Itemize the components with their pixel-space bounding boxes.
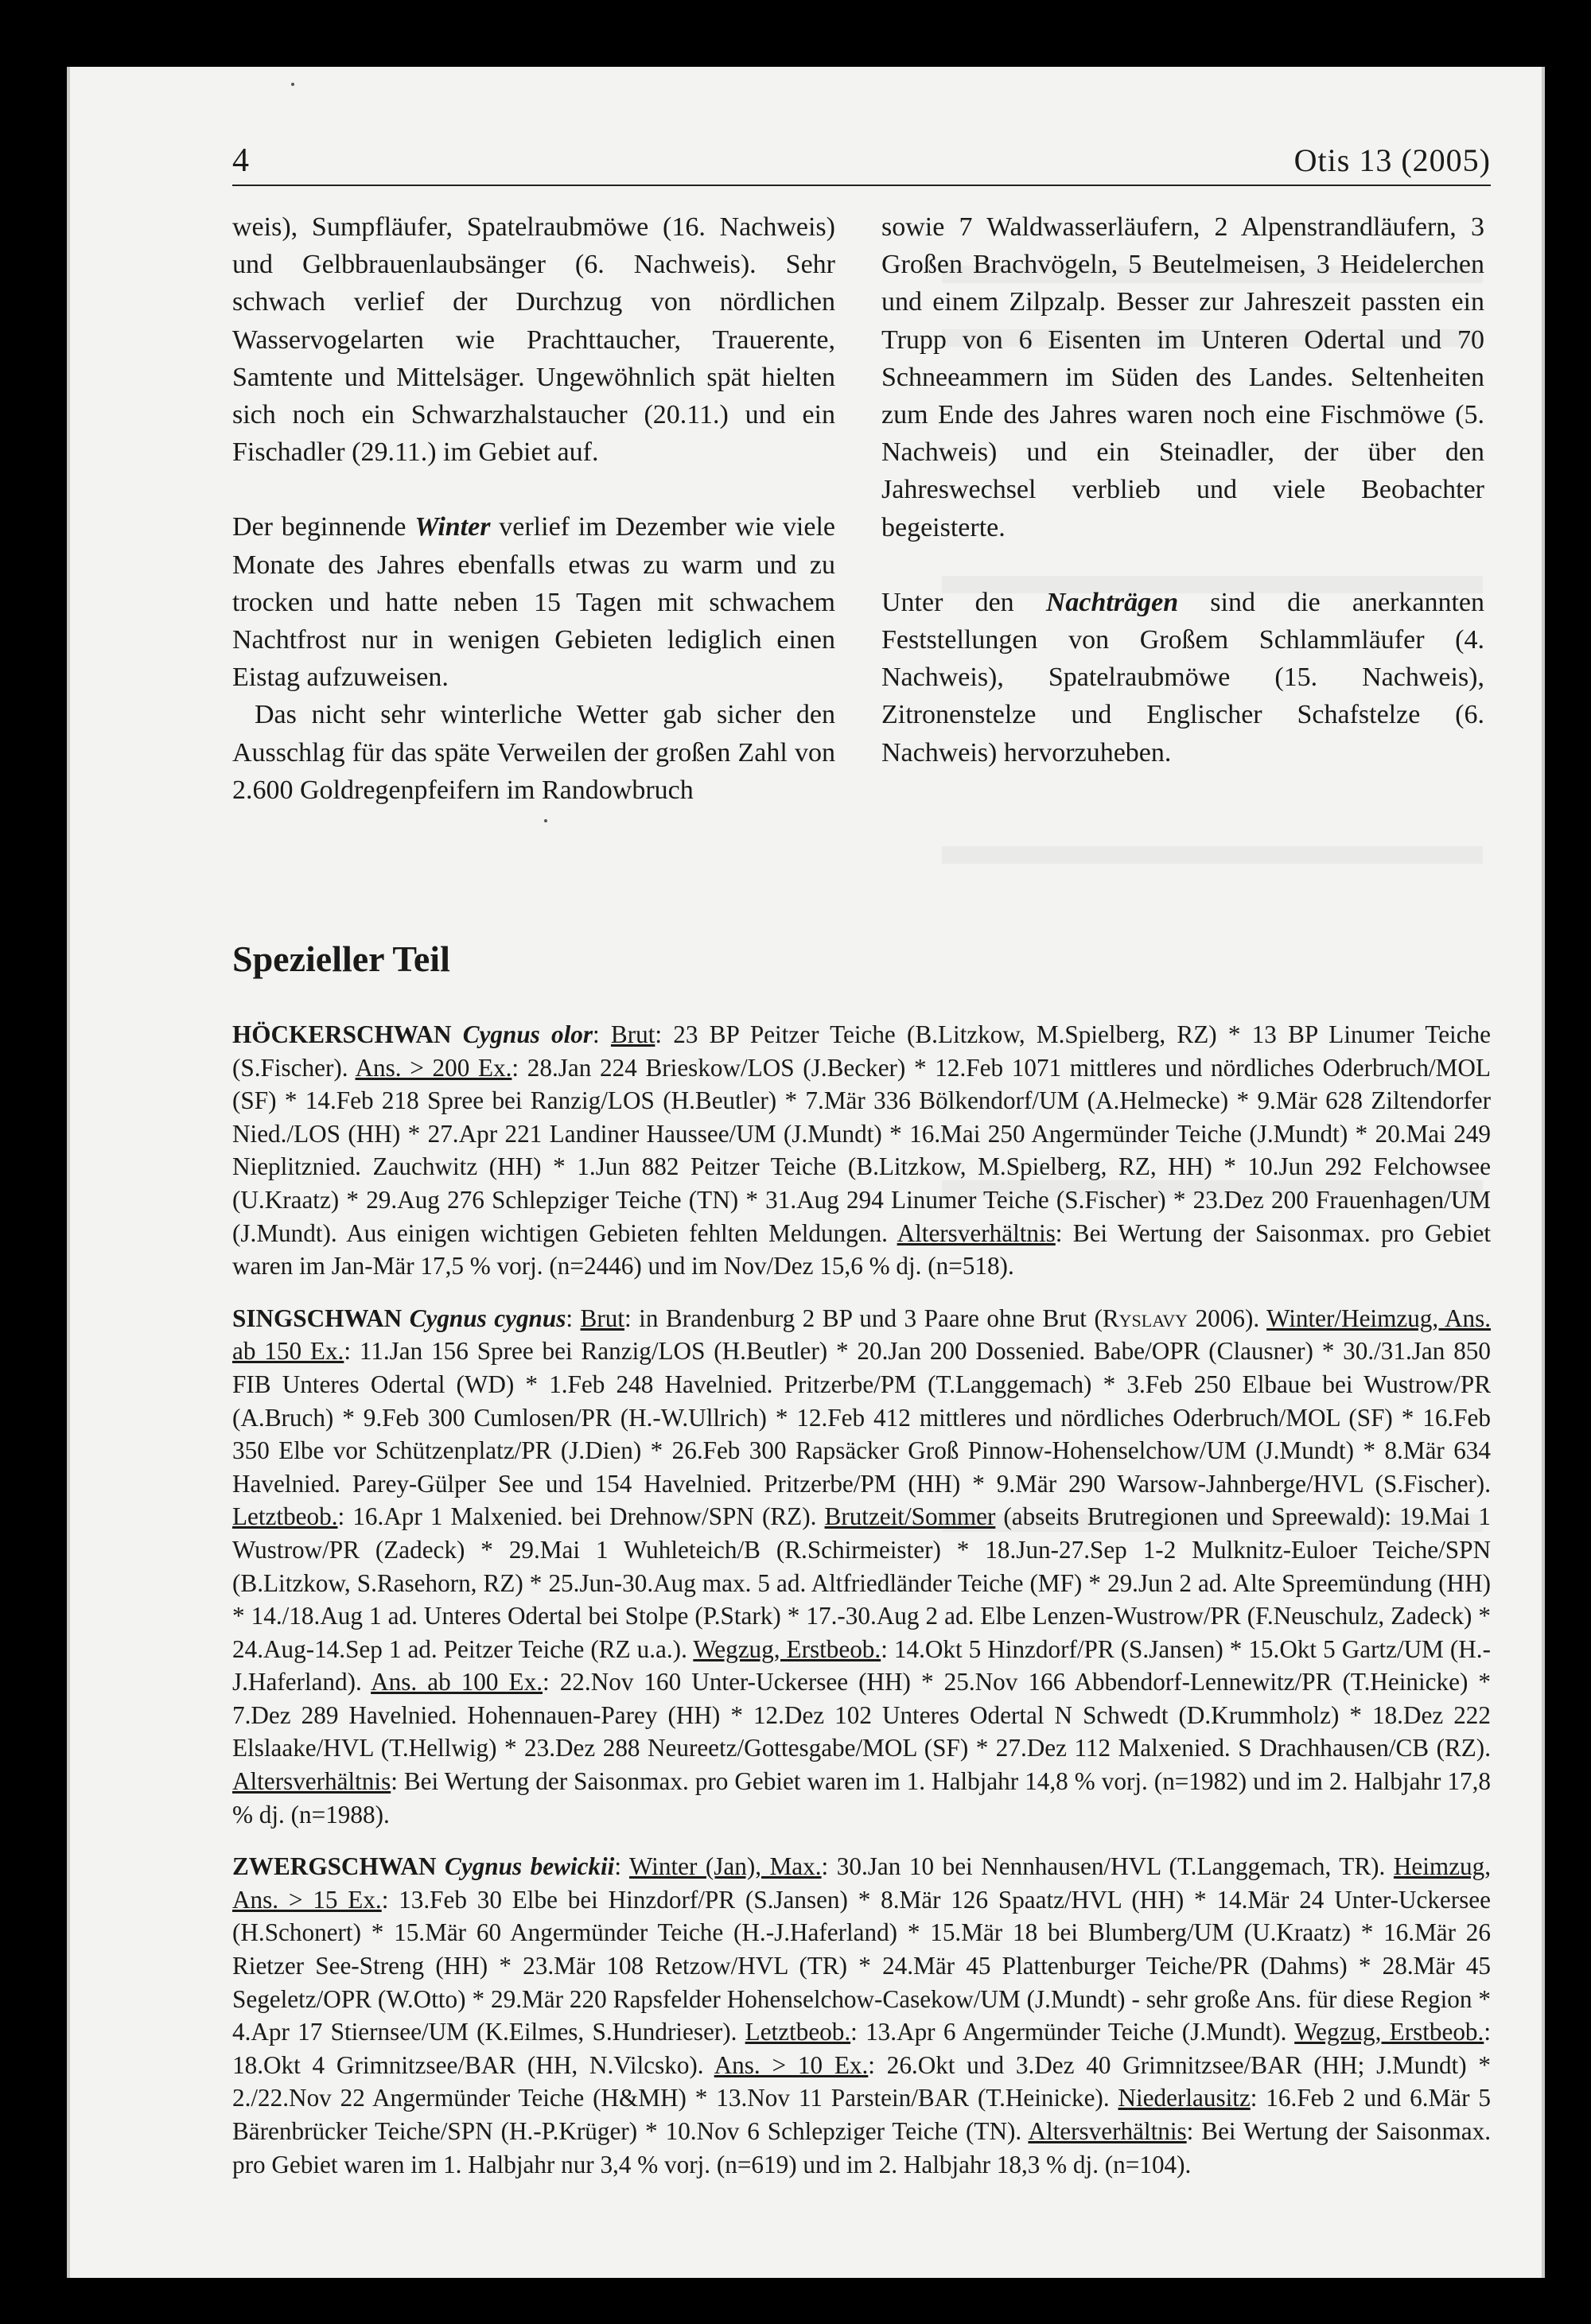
species-list xyxy=(232,1018,1491,2200)
species-entry: SINGSCHWAN Cygnus cygnus: Brut: in Brandenburg 2 BP und 3 Paare ohne Brut (Ryslavy 2006). Winter/Heimzug, Ans. ab 150 Ex.: 11.Jan 156 Spree bei Ranzig/LOS (H.Beutler) * 20.Jan 200 Dossenied. Babe/OPR (Clausner) * 30./31.Jan 850 FIB Unteres Odertal (WD) * 1.Feb 248 Havelnied. Pritzerbe/PM (T.Langgemach) * 3.Feb 250 Elbaue bei Wustrow/PR (A.Bruch) * 9.Feb 300 Cumlosen/PR (H.-W.Ullrich) * 12.Feb 412 mittleres und nördliches Oderbruch/MOL (SF) * 16.Feb 350 Elbe vor Schützenplatz/PR (J.Dien) * 26.Feb 300 Rapsäcker Groß Pinnow-Hohenselchow/UM (J.Mundt) * 8.Mär 634 Havelnied. Parey-Gülper See und 154 Havelnied. Pritzerbe/PM (HH) * 9.Mär 290 Warsow-Jahnberge/HVL (S.Fischer). Letztbeob.: 16.Apr 1 Malxenied. bei Drehnow/SPN (RZ). Brutzeit/Sommer (abseits Brutregionen und Spreewald): 19.Mai 1 Wustrow/PR (Zadeck) * 29.Mai 1 Wuhleteich/B (R.Schirmeister) * 18.Jun-27.Sep 1-2 Mulknitz-Euloer Teiche/SPN (B.Litzkow, S.Rasehorn, RZ) * 25.Jun-30.Aug max. 5 ad. Altfriedländer Teiche (MF) * 29.Jun 2 ad. Alte Spreemündung (HH) * 14./18.Aug 1 ad. Unteres Odertal bei Stolpe (P.Stark) * 17.-30.Aug 2 ad. Elbe Lenzen-Wustrow/PR (F.Neuschulz, Zadeck) * 24.Aug-14.Sep 1 ad. Peitzer Teiche (RZ u.a.). Wegzug, Erstbeob.: 14.Okt 5 Hinzdorf/PR (S.Jansen) * 15.Okt 5 Gartz/UM (H.-J.Haferland). Ans. ab 100 Ex.: 22.Nov 160 Unter-Uckersee (HH) * 25.Nov 166 Abbendorf-Lennewitz/PR (T.Heinicke) * 7.Dez 289 Havelnied. Hohennauen-Parey (HH) * 12.Dez 102 Unteres Odertal N Schwedt (D.Krummholz) * 18.Dez 222 Elslaake/HVL (T.Hellwig) * 23.Dez 288 Neureetz/Gottesgabe/MOL (SF) * 27.Dez 112 Malxenied. S Drachhausen/CB (RZ). Altersverhältnis: Bei Wertung der Saisonmax. pro Gebiet waren im 1. Halbjahr 14,8 % vorj. (n=1982) und im 2. Halbjahr 17,8 % dj. (n=1988). xyxy=(232,1304,1492,1828)
entry-text: : Bei Wertung der Saisonmax. pro Gebiet waren im Jan-Mär 17,5 % vorj. (n=2446) und im Nov/Dez 15,6 % dj. (n=518). xyxy=(232,1218,1491,1281)
species-name: ZWERGSCHWAN xyxy=(232,1852,437,1881)
species-entry: ZWERGSCHWAN Cygnus bewickii: Winter (Jan), Max.: 30.Jan 10 bei Nennhausen/HVL (T.Langgemach, TR). Heimzug, Ans. > 15 Ex.: 13.Feb 30 Elbe bei Hinzdorf/PR (S.Jansen) * 8.Mär 126 Spaatz/HVL (HH) * 14.Mär 24 Unter-Uckersee (H.Schonert) * 15.Mär 60 Angermünder Teiche (H.-J.Haferland) * 15.Mär 18 bei Blumberg/UM (U.Kraatz) * 16.Mär 26 Rietzer See-Streng (HH) * 23.Mär 108 Retzow/HVL (TR) * 24.Mär 45 Plattenburger Teiche/PR (Dahms) * 28.Mär 45 Segeletz/OPR (W.Otto) * 29.Mär 220 Rapsfelder Hohenselchow-Casekow/UM (J.Mundt) - sehr große Ans. für diese Region * 4.Apr 17 Stiernsee/UM (K.Eilmes, S.Hundrieser). Letztbeob.: 13.Apr 6 Angermünder Teiche (J.Mundt). Wegzug, Erstbeob.: 18.Okt 4 Grimnitzsee/BAR (HH, N.Vilcsko). Ans. > 10 Ex.: 26.Okt und 3.Dez 40 Grimnitzsee/BAR (HH; J.Mundt) * 2./22.Nov 22 Angermünder Teiche (H&MH) * 13.Nov 11 Parstein/BAR (T.Heinicke). Niederlausitz: 16.Feb 2 und 6.Mär 5 Bärenbrücker Teiche/SPN (H.-P.Krüger) * 10.Nov 6 Schlepziger Teiche (TN). Altersverhältnis: Bei Wertung der Saisonmax. pro Gebiet waren im 1. Halbjahr nur 3,4 % vorj. (n=619) und im 2. Halbjahr 18,3 % dj. (n=104). xyxy=(232,1852,1492,2178)
category-label: Ans. ab 100 Ex. xyxy=(371,1668,543,1696)
entry-text: : in Brandenburg 2 BP und 3 Paare ohne Brut ( xyxy=(624,1304,1103,1332)
entry-text: : 16.Feb 2 und 6.Mär 5 Bärenbrücker Teiche/SPN (H.-P.Krüger) * 10.Nov 6 Schlepziger Teiche (TN). xyxy=(232,2084,1491,2145)
species-name: HÖCKERSCHWAN xyxy=(232,1020,452,1048)
entry-text: : 18.Okt 4 Grimnitzsee/BAR (HH, N.Vilcsko). xyxy=(232,2018,1491,2079)
page-edge-left xyxy=(67,67,70,2278)
species-name: SINGSCHWAN xyxy=(232,1304,403,1332)
category-label: Wegzug, Erstbeob. xyxy=(693,1634,881,1663)
paragraph-winter: Der beginnende Winter verlief im Dezember wie viele Monate des Jahres ebenfalls etwas zu warm und zu trocken und hatte neben 15 Tagen mit schwachem Nachtfrost nur in wenigen Gebieten lediglich einen Eistag aufzuweisen. xyxy=(232,512,836,693)
entry-text: : 11.Jan 156 Spree bei Ranzig/LOS (H.Beutler) * 20.Jan 200 Dossenied. Babe/OPR (Clausner) * 30./31.Jan 850 FIB Unteres Odertal (WD) * 1.Feb 248 Havelnied. Pritzerbe/PM (T.Langgemach) * 3.Feb 250 Elbaue bei Wustrow/PR (A.Bruch) * 9.Feb 300 Cumlosen/PR (H.-W.Ullrich) * 12.Feb 412 mittleres und nördliches Oderbruch/MOL (SF) * 16.Feb 350 Elbe vor Schützenplatz/PR (J.Dien) * 26.Feb 300 Rapsäcker Groß Pinnow-Hohenselchow/UM (J.Mundt) * 8.Mär 634 Havelnied. Parey-Gülper See und 154 Havelnied. Pritzerbe/PM (HH) * 9.Mär 290 Warsow-Jahnberge/HVL (S.Fischer). xyxy=(232,1337,1491,1498)
category-label: Letztbeob. xyxy=(232,1502,338,1531)
emphasis-winter: Winter xyxy=(414,512,491,542)
category-label: Winter (Jan), Max. xyxy=(629,1852,822,1881)
intro-column-right xyxy=(881,208,1484,771)
category-label: Ans. > 200 Ex. xyxy=(355,1053,512,1082)
category-label: Brut xyxy=(580,1304,624,1332)
header-rule xyxy=(232,185,1491,186)
page-edge-right xyxy=(1542,67,1545,2278)
speck xyxy=(544,819,547,822)
paragraph-nachtraege: Unter den Nachträgen sind die anerkannten Feststellungen von Großem Schlammläufer (4. Nachweis), Spatelraubmöwe (15. Nachweis), Zitronenstelze und Englischer Schafstelze (6. Nachweis) hervorzuheben. xyxy=(881,587,1484,768)
entry-text: : 16.Apr 1 Malxenied. bei Drehnow/SPN (RZ). xyxy=(337,1502,825,1531)
speck xyxy=(291,83,294,86)
scientific-name: Cygnus bewickii xyxy=(445,1852,615,1881)
page-number: 4 xyxy=(232,142,249,179)
entry-text: : 13.Feb 30 Elbe bei Hinzdorf/PR (S.Jansen) * 8.Mär 126 Spaatz/HVL (HH) * 14.Mär 24 Unter-Uckersee (H.Schonert) * 15.Mär 60 Angermünder Teiche (H.-J.Haferland) * 15.Mär 18 bei Blumberg/UM (U.Kraatz) * 16.Mär 26 Rietzer See-Streng (HH) * 23.Mär 108 Retzow/HVL (TR) * 24.Mär 45 Plattenburger Teiche/PR (Dahms) * 28.Mär 45 Segeletz/OPR (W.Otto) * 29.Mär 220 Rapsfelder Hohenselchow-Casekow/UM (J.Mundt) - sehr große Ans. für diese Region * 4.Apr 17 Stiernsee/UM (K.Eilmes, S.Hundrieser). xyxy=(232,1885,1491,2046)
category-label: Niederlausitz xyxy=(1118,2084,1251,2112)
section-title: Spezieller Teil xyxy=(232,939,450,979)
scientific-name: Cygnus olor xyxy=(462,1020,593,1048)
category-label: Letztbeob. xyxy=(745,2018,851,2046)
entry-text: (abseits Brutregionen und Spreewald): 19.Mai 1 Wustrow/PR (Zadeck) * 29.Mai 1 Wuhleteich/B (R.Schirmeister) * 18.Jun-27.Sep 1-2 Mulknitz-Euloer Teiche/SPN (B.Litzkow, S.Rasehorn, RZ) * 25.Jun-30.Aug max. 5 ad. Altfriedländer Teiche (MF) * 29.Jun 2 ad. Alte Spreemündung (HH) * 14./18.Aug 1 ad. Unteres Odertal bei Stolpe (P.Stark) * 17.-30.Aug 2 ad. Elbe Lenzen-Wustrow/PR (F.Neuschulz, Zadeck) * 24.Aug-14.Sep 1 ad. Peitzer Teiche (RZ u.a.). xyxy=(232,1502,1491,1663)
category-label: Wegzug, Erstbeob. xyxy=(1294,2018,1484,2046)
entry-text: : 22.Nov 160 Unter-Uckersee (HH) * 25.Nov 166 Abbendorf-Lennewitz/PR (T.Heinicke) * 7.Dez 289 Havelnied. Hohennauen-Parey (HH) * 12.Dez 102 Unteres Odertal N Schwedt (D.Krummholz) * 18.Dez 222 Elslaake/HVL (T.Hellwig) * 23.Dez 288 Neureetz/Gottesgabe/MOL (SF) * 27.Dez 112 Malxenied. S Drachhausen/CB (RZ). xyxy=(232,1668,1491,1762)
document-page xyxy=(67,67,1545,2278)
running-header xyxy=(232,138,1491,183)
intro-column-left xyxy=(232,208,835,809)
category-label: Winter/Heimzug, Ans. ab 150 Ex. xyxy=(232,1304,1492,1366)
category-label: Altersverhältnis xyxy=(232,1767,391,1796)
category-label: Brut xyxy=(610,1020,655,1048)
paragraph: weis), Sumpfläufer, Spatelraubmöwe (16. Nachweis) und Gelbbrauenlaubsänger (6. Nachweis). Sehr schwach verlief der Durchzug von nördlichen Wasservogelarten wie Prachttaucher, Trauerente, Samtente und Mittelsäger. Ungewöhnlich spät hielten sich noch ein Schwarzhalstaucher (20.11.) und ein Fischadler (29.11.) im Gebiet auf. xyxy=(232,212,835,468)
category-label: Heimzug, Ans. > 15 Ex. xyxy=(232,1852,1492,1914)
paragraph: sowie 7 Waldwasserläufern, 2 Alpenstrandläufern, 3 Großen Brachvögeln, 5 Beutelmeisen, 3 Heidelerchen und einem Zilpzalp. Besser zur Jahreszeit passten ein Trupp von 6 Eisenten im Unteren Odertal und 70 Schneeammern im Süden des Landes. Seltenheiten zum Ende des Jahres waren noch eine Fischmöwe (5. Nachweis) und ein Steinadler, der über den Jahreswechsel verblieb und viele Beobachter begeisterte. xyxy=(881,212,1484,542)
journal-citation: Otis 13 (2005) xyxy=(1293,142,1491,178)
entry-text: 2006). xyxy=(1188,1304,1267,1332)
paragraph: Das nicht sehr winterliche Wetter gab sicher den Ausschlag für das späte Verweilen der großen Zahl von 2.600 Goldregenpfeifern im Randowbruch xyxy=(232,700,835,805)
category-label: Altersverhältnis xyxy=(897,1218,1056,1247)
emphasis-nachtraege: Nachträgen xyxy=(1045,587,1179,617)
entry-text: : 26.Okt und 3.Dez 40 Grimnitzsee/BAR (HH; J.Mundt) * 2./22.Nov 22 Angermünder Teiche (H&MH) * 13.Nov 11 Parstein/BAR (T.Heinicke). xyxy=(232,2050,1491,2112)
entry-text: : 14.Okt 5 Hinzdorf/PR (S.Jansen) * 15.Okt 5 Gartz/UM (H.-J.Haferland). xyxy=(232,1634,1491,1696)
entry-text: : 13.Apr 6 Angermünder Teiche (J.Mundt). xyxy=(850,2018,1295,2046)
entry-text: : Bei Wertung der Saisonmax. pro Gebiet waren im 1. Halbjahr nur 3,4 % vorj. (n=619) und im 2. Halbjahr 18,3 % dj. (n=104). xyxy=(232,2117,1491,2178)
entry-text: : 23 BP Peitzer Teiche (B.Litzkow, M.Spielberg, RZ) * 13 BP Linumer Teiche (S.Fischer). xyxy=(232,1020,1491,1082)
species-entry: HÖCKERSCHWAN Cygnus olor: Brut: 23 BP Peitzer Teiche (B.Litzkow, M.Spielberg, RZ) * 13 BP Linumer Teiche (S.Fischer). Ans. > 200 Ex.: 28.Jan 224 Brieskow/LOS (J.Becker) * 12.Feb 1071 mittleres und nördliches Oderbruch/MOL (SF) * 14.Feb 218 Spree bei Ranzig/LOS (H.Beutler) * 7.Mär 336 Bölkendorf/UM (A.Helmecke) * 9.Mär 628 Ziltendorfer Nied./LOS (HH) * 27.Apr 221 Landiner Haussee/UM (J.Mundt) * 16.Mai 250 Angermünder Teiche (J.Mundt) * 20.Mai 249 Nieplitznied. Zauchwitz (HH) * 1.Jun 882 Peitzer Teiche (B.Litzkow, M.Spielberg, RZ, HH) * 10.Jun 292 Felchowsee (U.Kraatz) * 29.Aug 276 Schlepziger Teiche (TN) * 31.Aug 294 Linumer Teiche (S.Fischer) * 23.Dez 200 Frauenhagen/UM (J.Mundt). Aus einigen wichtigen Gebieten fehlten Meldungen. Altersverhältnis: Bei Wertung der Saisonmax. pro Gebiet waren im Jan-Mär 17,5 % vorj. (n=2446) und im Nov/Dez 15,6 % dj. (n=518). xyxy=(232,1020,1491,1281)
category-label: Brutzeit/Sommer xyxy=(824,1502,996,1531)
entry-text: : Bei Wertung der Saisonmax. pro Gebiet waren im 1. Halbjahr 14,8 % vorj. (n=1982) und im 2. Halbjahr 17,8 % dj. (n=1988). xyxy=(232,1767,1491,1828)
category-label: Altersverhältnis xyxy=(1028,2117,1187,2145)
citation-author: Ryslavy xyxy=(1102,1304,1188,1332)
entry-text: : 28.Jan 224 Brieskow/LOS (J.Becker) * 12.Feb 1071 mittleres und nördliches Oderbruch/MOL (SF) * 14.Feb 218 Spree bei Ranzig/LOS (H.Beutler) * 7.Mär 336 Bölkendorf/UM (A.Helmecke) * 9.Mär 628 Ziltendorfer Nied./LOS (HH) * 27.Apr 221 Landiner Haussee/UM (J.Mundt) * 16.Mai 250 Angermünder Teiche (J.Mundt) * 20.Mai 249 Nieplitznied. Zauchwitz (HH) * 1.Jun 882 Peitzer Teiche (B.Litzkow, M.Spielberg, RZ, HH) * 10.Jun 292 Felchowsee (U.Kraatz) * 29.Aug 276 Schlepziger Teiche (TN) * 31.Aug 294 Linumer Teiche (S.Fischer) * 23.Dez 200 Frauenhagen/UM (J.Mundt). Aus einigen wichtigen Gebieten fehlten Meldungen. xyxy=(232,1053,1491,1247)
scientific-name: Cygnus cygnus xyxy=(409,1304,566,1332)
category-label: Ans. > 10 Ex. xyxy=(714,2050,869,2079)
entry-text: : 30.Jan 10 bei Nennhausen/HVL (T.Langgemach, TR). xyxy=(821,1852,1394,1881)
